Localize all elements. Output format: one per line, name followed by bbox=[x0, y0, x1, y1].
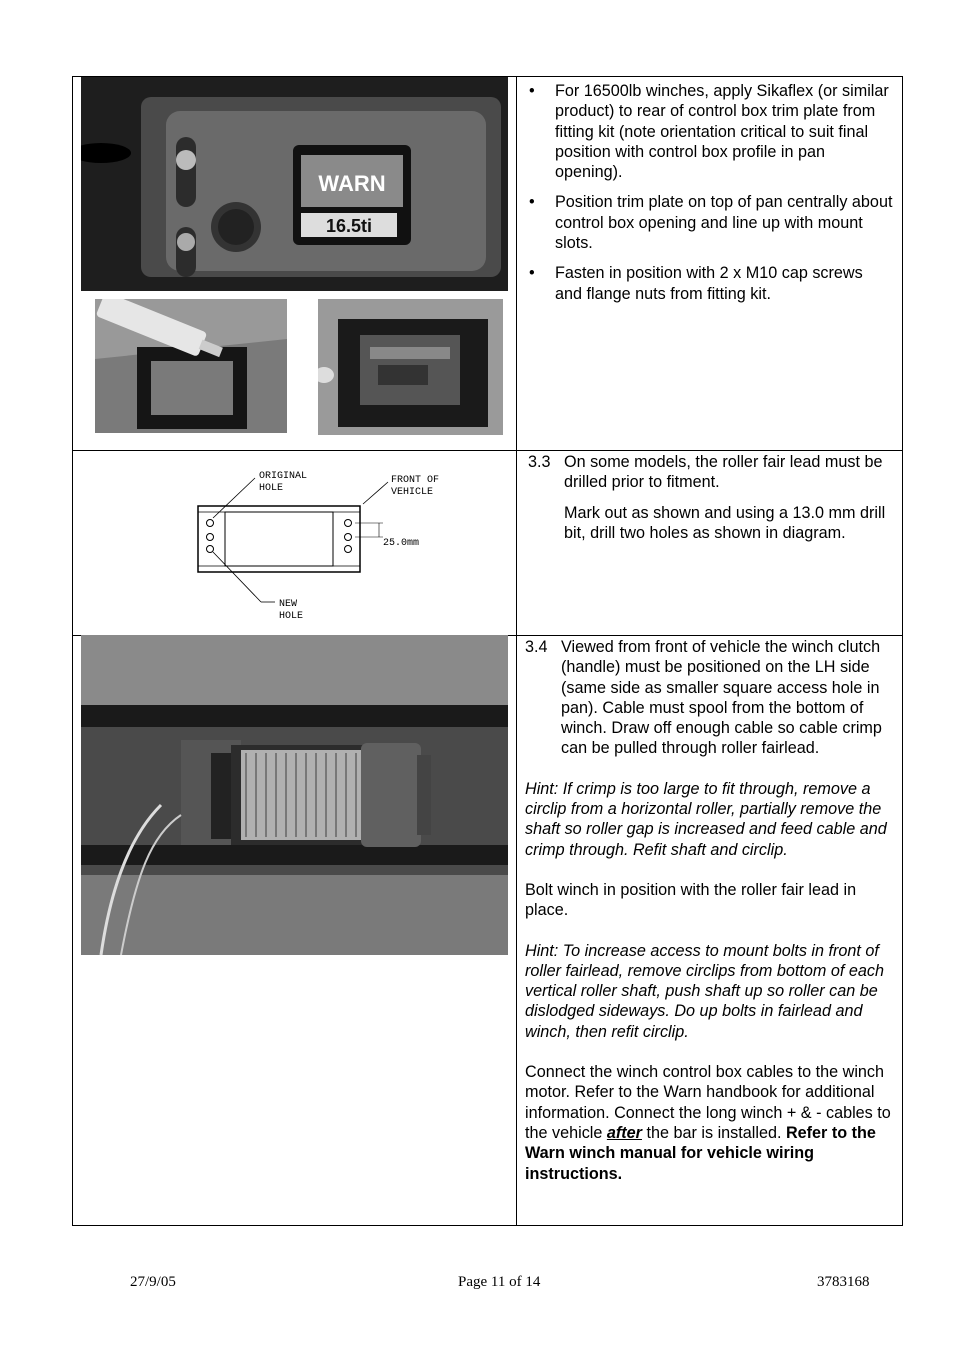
fairlead-instructions bbox=[528, 452, 894, 543]
original-hole bbox=[207, 520, 214, 527]
column-divider bbox=[516, 450, 517, 635]
label-new: NEW bbox=[279, 599, 298, 610]
hint-crimp: Hint: If crimp is too large to fit through, remove a circlip from a horizontal roller, partially remove the shaft so roller gap is increased and feed cable and crimp through. Refit shaft and circlip. bbox=[525, 779, 887, 859]
connect-text: Connect the winch control box cables to the winch motor. Refer to the Warn handbook for additional information. Connect the long winch + & - cables to the vehicle bbox=[525, 1063, 891, 1142]
new-hole bbox=[345, 546, 352, 553]
step-number: 3.3 bbox=[528, 453, 551, 471]
row-winch-mounting bbox=[72, 635, 903, 1226]
label-dimension: 25.0mm bbox=[383, 538, 420, 549]
column-divider bbox=[516, 635, 517, 1225]
step-3-4 bbox=[525, 637, 894, 759]
label-front: FRONT OF bbox=[391, 475, 440, 486]
list-item: • For 16500lb winches, apply Sikaflex (or similar product) to rear of control box trim plate from fitting kit (note orientation critical to suit final position with control box profile in pan opening). bbox=[555, 81, 894, 182]
warn-logo: WARN bbox=[318, 171, 386, 196]
row-trim-plate bbox=[72, 76, 903, 451]
fairlead-diagram bbox=[183, 464, 483, 624]
footer-doc-number: 3783168 bbox=[817, 1274, 870, 1290]
footer-page-number: Page 11 of 14 bbox=[458, 1274, 541, 1290]
connect-text-2: the bar is installed. bbox=[641, 1123, 786, 1142]
sealant-application-photo bbox=[95, 299, 287, 433]
list-item: • Position trim plate on top of pan centrally about control box opening and line up with mount slots. bbox=[555, 192, 894, 253]
label-vehicle: VEHICLE bbox=[391, 487, 434, 498]
label-original-hole: HOLE bbox=[259, 483, 284, 494]
trim-plate-instructions bbox=[525, 81, 894, 314]
new-hole bbox=[207, 534, 214, 541]
footer-date: 27/9/05 bbox=[130, 1274, 176, 1290]
connect-instruction bbox=[525, 1062, 894, 1184]
step-3-3 bbox=[528, 452, 894, 493]
label-new-hole: HOLE bbox=[279, 611, 304, 622]
hint-mount-bolts: Hint: To increase access to mount bolts in front of roller fairlead, remove circlips from bottom of each vertical roller shaft, push shaft up so roller can be dislodged sideways. Do up bolts in fairlead and winch, then refit circlip. bbox=[525, 941, 884, 1041]
step-text: Viewed from front of vehicle the winch clutch (handle) must be positioned on the LH side (same side as smaller square access hole in pan). Cable must spool from the bottom of winch. Draw off enough cable so cable crimp can be pulled through roller fairlead. bbox=[561, 638, 882, 758]
winch-installed-photo bbox=[81, 635, 508, 955]
step-text-2: Mark out as shown and using a 13.0 mm drill bit, drill two holes as shown in diagram. bbox=[564, 503, 886, 542]
after-emphasis: after bbox=[606, 1123, 642, 1142]
row-fairlead-drilling bbox=[72, 450, 903, 636]
list-item: • Fasten in position with 2 x M10 cap screws and flange nuts from fitting kit. bbox=[555, 263, 894, 304]
new-hole bbox=[207, 546, 214, 553]
winch-mounting-instructions bbox=[525, 637, 894, 1184]
bolt-instruction: Bolt winch in position with the roller fair lead in place. bbox=[525, 880, 857, 920]
control-box-photo bbox=[81, 77, 508, 291]
trim-plate-fitted-photo bbox=[318, 299, 503, 435]
instruction-list bbox=[525, 81, 894, 304]
label-original: ORIGINAL bbox=[259, 471, 308, 482]
wiring-reference: Refer to the Warn winch manual for vehicle wiring instructions. bbox=[525, 1123, 876, 1183]
column-divider bbox=[516, 77, 517, 450]
original-hole bbox=[345, 520, 352, 527]
step-text: On some models, the roller fair lead must be drilled prior to fitment. bbox=[564, 453, 883, 492]
model-badge: 16.5ti bbox=[325, 216, 373, 236]
new-hole bbox=[345, 534, 352, 541]
step-number: 3.4 bbox=[525, 638, 548, 656]
